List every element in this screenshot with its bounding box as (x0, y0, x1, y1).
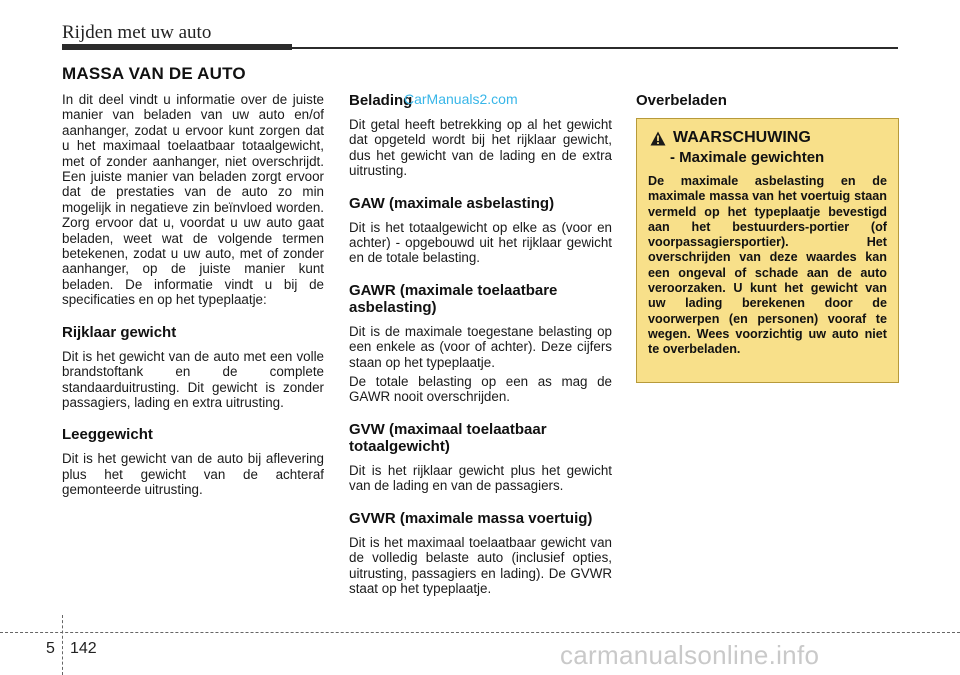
gawr-paragraph-1: Dit is de maximale toegestane belasting op een enkele as (voor of achter). Deze cijfers staan op het typeplaatje. (349, 323, 612, 370)
footer-divider (62, 615, 63, 675)
warning-box (636, 118, 899, 383)
belading-heading: Belading (349, 92, 413, 109)
warning-triangle-icon (650, 131, 666, 146)
column-left (62, 92, 324, 502)
page-number: 142 (70, 640, 97, 657)
gvwr-paragraph: Dit is het maximaal toelaatbaar gewicht van de volledig belaste auto (inclusief opties, uitrusting, passagiers en lading). De GVWR staat op het typeplaatje. (349, 534, 612, 596)
chapter-number: 5 (46, 640, 55, 657)
section-title: MASSA VAN DE AUTO (62, 64, 246, 83)
running-header: Rijden met uw auto (62, 22, 212, 43)
leeggewicht-heading: Leeggewicht (62, 426, 153, 444)
column-right (636, 92, 899, 117)
intro-paragraph: In dit deel vindt u informatie over de juiste manier van beladen van uw auto en/of aanhanger, zodat u ervoor kunt zorgen dat u het maximaal toelaatbaar totaalgewicht, met of zonder aanhanger, niet overschrijdt. Een juiste manier van beladen zorgt ervoor dat de prestaties van de auto zo min mogelijk in negatieve zin beïnvloed worden. Zorg ervoor dat u, voordat u uw auto gaat beladen, weet wat de volgende termen betekenen, zodat u uw auto, met of zonder aanhanger, op de juiste manier kunt beladen. De informatie vindt u bij de specificaties en op het typeplaatje: (62, 92, 324, 308)
warning-title: WAARSCHUWING (673, 129, 811, 146)
gawr-paragraph-2: De totale belasting op een as mag de GAWR nooit overschrijden. (349, 374, 612, 405)
gaw-heading: GAW (maximale asbelasting) (349, 194, 555, 212)
gvw-heading: GVW (maximaal toelaatbaar totaalgewicht) (349, 420, 547, 455)
gvwr-heading: GVWR (maximale massa voertuig) (349, 509, 593, 527)
overbeladen-heading: Overbeladen (636, 92, 727, 109)
gaw-paragraph: Dit is het totaalgewicht op elke as (voor en achter) - opgebouwd uit het rijklaar gewicht en de totale belasting. (349, 219, 612, 266)
belading-heading-wrap (349, 92, 612, 109)
leeggewicht-paragraph: Dit is het gewicht van de auto bij aflevering plus het gewicht van de achteraf gemonteerde uitrusting. (62, 451, 324, 498)
rijklaar-heading: Rijklaar gewicht (62, 323, 177, 341)
gawr-heading: GAWR (maximale toelaatbare asbelasting) (349, 281, 558, 316)
site-watermark: carmanualsonline.info (560, 640, 820, 670)
warning-subtitle: - Maximale gewichten (670, 149, 825, 166)
gvw-paragraph: Dit is het rijklaar gewicht plus het gewicht van de lading en van de passagiers. (349, 462, 612, 494)
rijklaar-paragraph: Dit is het gewicht van de auto met een volle brandstoftank en de complete standaarduitrusting. Dit gewicht is zonder passagiers, lading en extra uitrusting. (62, 348, 324, 410)
carmanuals-watermark: CarManuals2.com (404, 91, 518, 107)
footer-rule (0, 632, 960, 633)
header-rule-thick (62, 44, 292, 50)
column-middle (349, 92, 612, 600)
belading-paragraph: Dit getal heeft betrekking op al het gewicht dat opgeteld wordt bij het rijklaar gewicht, dus het gewicht van de lading en de extra uitrusting. (349, 117, 612, 179)
warning-body: De maximale asbelasting en de maximale massa van het voertuig staan vermeld op het typeplaatje bevestigd aan het bestuurders-portier (of voorpassagiersportier). Het overschrijden van deze waardes kan een ongeval of schade aan de auto veroorzaken. U kunt het gewicht van uw lading berekenen door de voorwerpen (en personen) vooraf te wegen. Wees voorzichtig uw auto niet te overbeladen. (648, 174, 887, 357)
header-rule-thin (292, 47, 898, 49)
warning-header (650, 129, 887, 147)
